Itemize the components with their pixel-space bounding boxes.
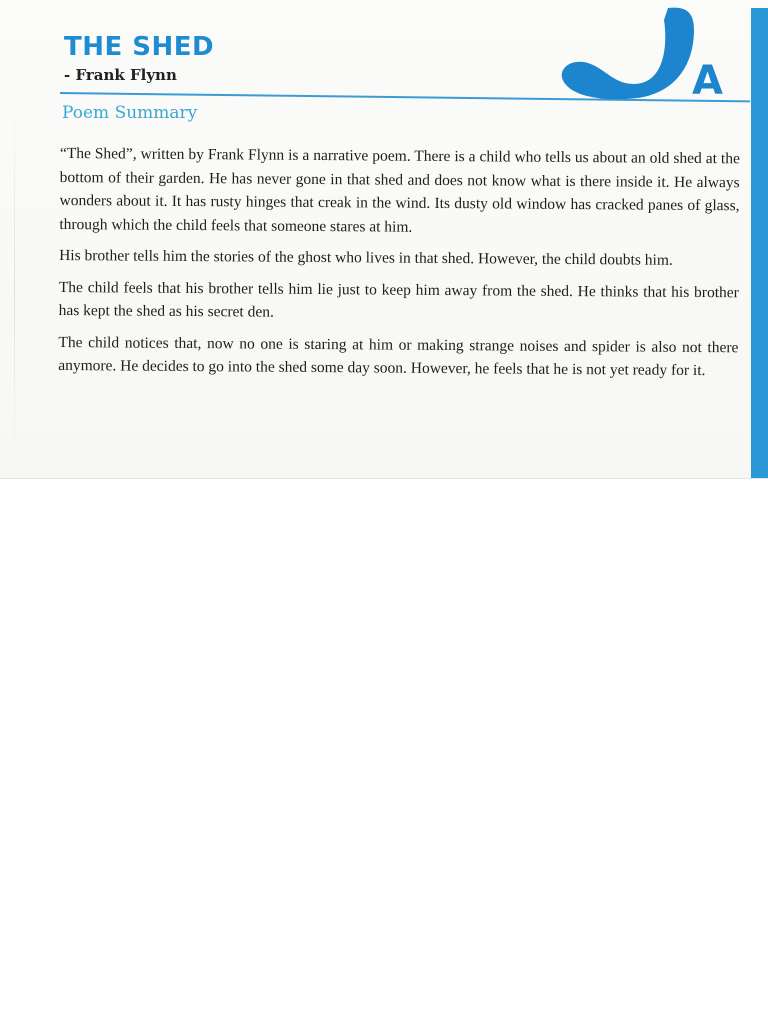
- poem-author: - Frank Flynn: [64, 66, 177, 84]
- chapter-letter: A: [692, 58, 723, 104]
- scan-edge-shadow: [14, 96, 15, 472]
- scanned-page-area: [0, 0, 768, 479]
- summary-paragraph-1: “The Shed”, written by Frank Flynn is a narrative poem. There is a child who tells us about an old shed at the bottom of their garden. He has never gone in that shed and does not know what is there inside it. He always wonders about it. It has rusty hinges that creak in the wind. Its dusty old window has cracked panes of glass, through which the child feels that someone stares at him.: [59, 144, 740, 236]
- summary-paragraph-3: The child feels that his brother tells him lie just to keep him away from the shed. He thinks that his brother has kept the shed as his secret den.: [58, 278, 739, 321]
- summary-body: [58, 142, 740, 391]
- page-edge-strip: [751, 8, 768, 478]
- summary-paragraph-2: His brother tells him the stories of the ghost who lives in that shed. However, the child doubts him.: [59, 246, 673, 269]
- poem-title: THE SHED: [64, 32, 215, 62]
- summary-paragraph-4: The child notices that, now no one is staring at him or making strange noises and spider is also not there anymore. He decides to go into the shed some day soon. However, he feels that he is not yet ready for it.: [58, 333, 739, 380]
- summary-heading: Poem Summary: [62, 103, 198, 123]
- decorative-swoosh-icon: [560, 0, 768, 110]
